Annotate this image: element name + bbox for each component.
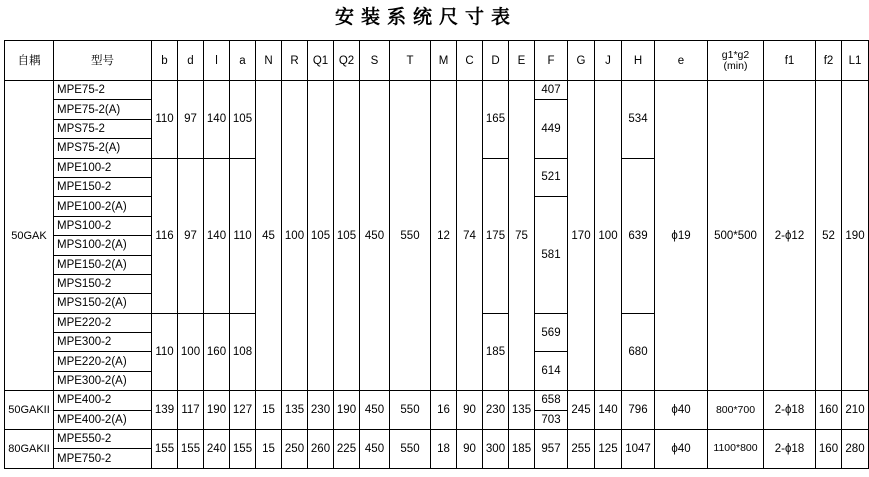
cell-e-small: ϕ19 [655,81,708,391]
cell-a: 105 [230,81,256,159]
model-cell: MPE150-2 [54,177,152,196]
model-cell: MPE750-2 [54,449,152,468]
cell-m: 12 [431,81,457,391]
cell-j: 125 [595,430,622,469]
cell-s: 450 [360,391,390,430]
cell-q1: 230 [308,391,334,430]
cell-a: 110 [230,158,256,313]
model-cell: MPS150-2(A) [54,294,152,313]
cell-dd: 185 [483,313,509,391]
cell-q2: 190 [334,391,360,430]
cell-f1: 2-ϕ18 [764,391,816,430]
group-cell: 50GAK [5,81,54,391]
model-cell: MPE150-2(A) [54,255,152,274]
model-cell: MPE550-2 [54,430,152,449]
installation-dimension-table [4,40,869,469]
cell-e-small: ϕ40 [655,391,708,430]
page-title: 安装系统尺寸表 [334,6,517,28]
col-header-e-small: e [655,41,708,81]
model-cell: MPS75-2(A) [54,139,152,158]
cell-b: 139 [152,391,178,430]
col-header-model: 型号 [54,41,152,81]
cell-f: 569 [535,313,568,352]
cell-r: 135 [282,391,308,430]
col-header-a: a [230,41,256,81]
cell-l: 240 [204,430,230,469]
cell-q2: 225 [334,430,360,469]
model-cell: MPS75-2 [54,119,152,138]
cell-f1: 2-ϕ12 [764,81,816,391]
cell-t: 550 [390,391,431,430]
col-header-q1: Q1 [308,41,334,81]
col-header-t: T [390,41,431,81]
cell-e-small: ϕ40 [655,430,708,469]
cell-dd: 165 [483,81,509,159]
model-cell: MPE75-2(A) [54,100,152,119]
cell-j: 100 [595,81,622,391]
table-row [5,81,869,100]
cell-g1g2: 1100*800 [708,430,764,469]
col-header-q2: Q2 [334,41,360,81]
cell-f2: 52 [816,81,842,391]
cell-g: 255 [568,430,595,469]
cell-h: 1047 [622,430,655,469]
model-cell: MPS150-2 [54,274,152,293]
model-cell: MPS100-2(A) [54,236,152,255]
cell-a: 108 [230,313,256,391]
col-header-e: E [509,41,535,81]
cell-j: 140 [595,391,622,430]
cell-l: 190 [204,391,230,430]
table-row [5,430,869,449]
col-header-m: M [431,41,457,81]
cell-s: 450 [360,430,390,469]
cell-c: 74 [457,81,483,391]
cell-f: 614 [535,352,568,391]
cell-l: 140 [204,158,230,313]
cell-l1: 210 [842,391,869,430]
cell-d: 155 [178,430,204,469]
cell-m: 18 [431,430,457,469]
col-header-f1: f1 [764,41,816,81]
cell-f: 957 [535,430,568,469]
model-cell: MPE400-2 [54,391,152,410]
cell-h: 680 [622,313,655,391]
cell-r: 250 [282,430,308,469]
cell-h: 639 [622,158,655,313]
cell-f2: 160 [816,430,842,469]
col-header-c: C [457,41,483,81]
group-cell: 50GAKII [5,391,54,430]
cell-f: 703 [535,410,568,429]
cell-d: 100 [178,313,204,391]
cell-f: 581 [535,197,568,313]
cell-s: 450 [360,81,390,391]
cell-a: 127 [230,391,256,430]
col-header-b: b [152,41,178,81]
table-row [5,391,869,410]
cell-f: 407 [535,81,568,100]
col-header-g1g2: g1*g2 (min) [708,41,764,81]
cell-l1: 280 [842,430,869,469]
cell-dd: 230 [483,391,509,430]
cell-n: 15 [256,430,282,469]
cell-c: 90 [457,391,483,430]
model-cell: MPE300-2(A) [54,371,152,390]
col-header-n: N [256,41,282,81]
model-cell: MPS100-2 [54,216,152,235]
model-cell: MPE400-2(A) [54,410,152,429]
cell-q1: 260 [308,430,334,469]
cell-g: 170 [568,81,595,391]
cell-b: 110 [152,313,178,391]
cell-f1: 2-ϕ18 [764,430,816,469]
cell-e: 75 [509,81,535,391]
model-cell: MPE220-2(A) [54,352,152,371]
cell-r: 100 [282,81,308,391]
cell-l: 140 [204,81,230,159]
col-header-dd: D [483,41,509,81]
cell-n: 45 [256,81,282,391]
col-header-l: l [204,41,230,81]
col-header-s: S [360,41,390,81]
model-cell: MPE300-2 [54,333,152,352]
col-header-l1: L1 [842,41,869,81]
cell-e: 135 [509,391,535,430]
cell-g1g2: 800*700 [708,391,764,430]
cell-m: 16 [431,391,457,430]
col-header-f: F [535,41,568,81]
header-row [5,41,869,81]
cell-t: 550 [390,430,431,469]
model-cell: MPE100-2 [54,158,152,177]
model-cell: MPE220-2 [54,313,152,332]
cell-dd: 300 [483,430,509,469]
model-cell: MPE100-2(A) [54,197,152,216]
cell-b: 116 [152,158,178,313]
cell-q1: 105 [308,81,334,391]
cell-d: 117 [178,391,204,430]
cell-h: 796 [622,391,655,430]
cell-n: 15 [256,391,282,430]
col-header-group: 自耦 [5,41,54,81]
col-header-f2: f2 [816,41,842,81]
cell-b: 155 [152,430,178,469]
cell-g1g2: 500*500 [708,81,764,391]
cell-dd: 175 [483,158,509,313]
cell-l1: 190 [842,81,869,391]
cell-d: 97 [178,81,204,159]
cell-t: 550 [390,81,431,391]
col-header-j: J [595,41,622,81]
col-header-r: R [282,41,308,81]
cell-e: 185 [509,430,535,469]
cell-b: 110 [152,81,178,159]
cell-f: 521 [535,158,568,197]
cell-q2: 105 [334,81,360,391]
col-header-h: H [622,41,655,81]
cell-f: 449 [535,100,568,158]
cell-f2: 160 [816,391,842,430]
model-cell: MPE75-2 [54,81,152,100]
cell-a: 155 [230,430,256,469]
cell-h: 534 [622,81,655,159]
col-header-g: G [568,41,595,81]
cell-l: 160 [204,313,230,391]
group-cell: 80GAKII [5,430,54,469]
cell-g: 245 [568,391,595,430]
cell-c: 90 [457,430,483,469]
col-header-d: d [178,41,204,81]
cell-d: 97 [178,158,204,313]
cell-f: 658 [535,391,568,410]
